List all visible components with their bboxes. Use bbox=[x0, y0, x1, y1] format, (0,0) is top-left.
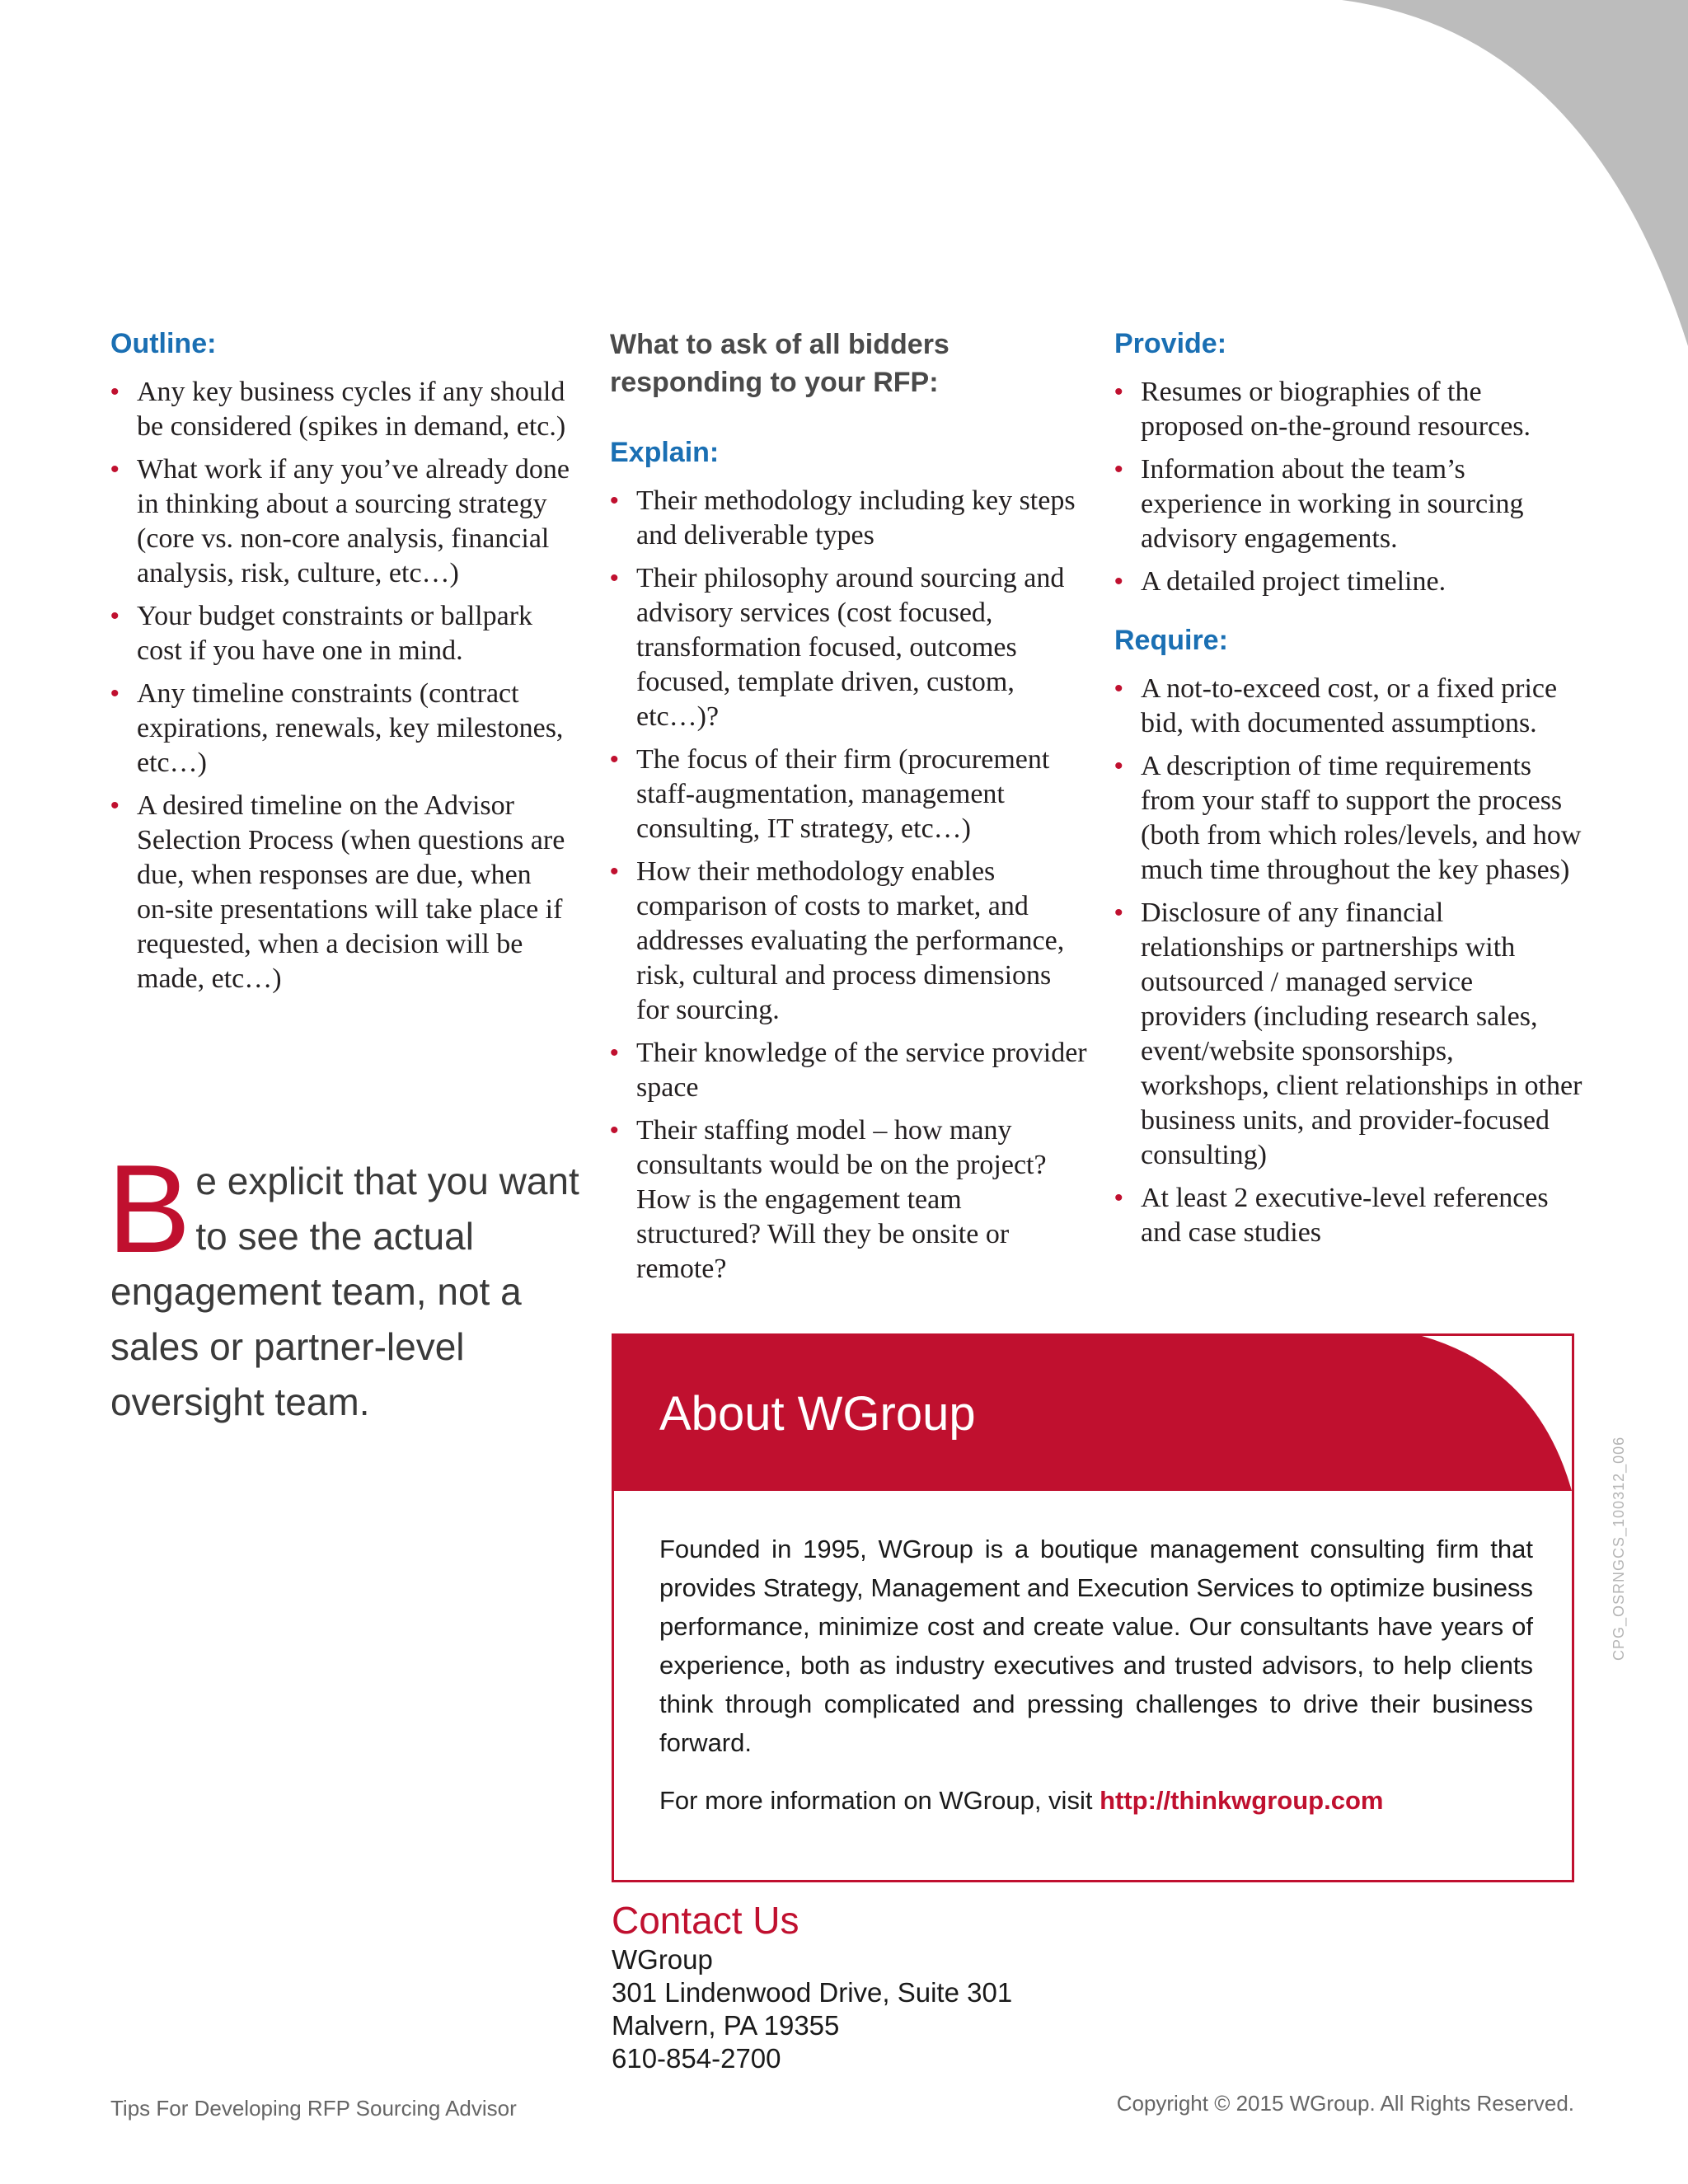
outline-column bbox=[110, 326, 572, 1019]
list-item: • A desired timeline on the Advisor Selection Process (when questions are due, when responses are due, when on-site presentations will take place if requested, when a decision will be made, etc…) bbox=[110, 789, 572, 996]
contact-street: 301 Lindenwood Drive, Suite 301 bbox=[612, 1977, 1013, 2008]
list-item: • The focus of their firm (procurement staff-augmentation, management consulting, IT strategy, etc…) bbox=[610, 743, 1088, 846]
pull-quote bbox=[107, 1139, 580, 1430]
about-box bbox=[612, 1333, 1574, 1882]
list-item: • Information about the team’s experience in working in sourcing advisory engagements. bbox=[1114, 452, 1584, 556]
about-body: Founded in 1995, WGroup is a boutique management consulting firm that provides Strategy, Management and Execution Services to optimize business performance, minimize cost and create value. Our consultants have years of experience, both as industry executives and trusted advisors, to help clients think through complicated and pressing challenges to drive their business forward. bbox=[659, 1535, 1533, 1757]
footer-title: Tips For Developing RFP Sourcing Advisor bbox=[110, 2096, 517, 2121]
bidders-heading: What to ask of all bidders responding to your RFP: bbox=[610, 329, 950, 398]
corner-arc-decoration bbox=[1342, 0, 1688, 346]
list-item: • Your budget constraints or ballpark cost if you have one in mind. bbox=[110, 599, 572, 668]
contact-city: Malvern, PA 19355 bbox=[612, 2010, 840, 2041]
about-more-info bbox=[659, 1781, 1533, 1820]
website-link[interactable]: http://thinkwgroup.com bbox=[1100, 1786, 1384, 1815]
list-item: • Their staffing model – how many consultants would be on the project? How is the engagement team structured? Will they be onsite or remote? bbox=[610, 1113, 1088, 1286]
list-item: • A not-to-exceed cost, or a fixed price bid, with documented assumptions. bbox=[1114, 672, 1584, 741]
list-item: • What work if any you’ve already done in thinking about a sourcing strategy (core vs. non-core analysis, financial analysis, risk, culture, etc…) bbox=[110, 452, 572, 591]
list-item: • At least 2 executive-level references and case studies bbox=[1114, 1181, 1584, 1250]
list-item: • Any timeline constraints (contract expirations, renewals, key milestones, etc…) bbox=[110, 677, 572, 780]
explain-list bbox=[610, 484, 1088, 1286]
pull-quote-text: e explicit that you want to see the actual engagement team, not a sales or partner-level oversight team. bbox=[110, 1160, 579, 1423]
require-list bbox=[1114, 672, 1584, 1250]
list-item: • How their methodology enables comparison of costs to market, and addresses evaluating the performance, risk, cultural and process dimensions for sourcing. bbox=[610, 855, 1088, 1028]
outline-heading: Outline: bbox=[110, 328, 217, 359]
list-item: • Their methodology including key steps and deliverable types bbox=[610, 484, 1088, 553]
list-item: • Disclosure of any financial relationships or partnerships with outsourced / managed service providers (including research sales, event/website sponsorships, workshops, client relationships in other business units, and provider-focused consulting) bbox=[1114, 896, 1584, 1173]
require-heading: Require: bbox=[1114, 625, 1228, 656]
provide-list bbox=[1114, 375, 1584, 599]
list-item: • Any key business cycles if any should be considered (spikes in demand, etc.) bbox=[110, 375, 572, 444]
about-more-text: For more information on WGroup, visit bbox=[659, 1786, 1100, 1815]
list-item: • Resumes or biographies of the proposed on-the-ground resources. bbox=[1114, 375, 1584, 444]
list-item: • A description of time requirements from your staff to support the process (both from which roles/levels, and how much time throughout the key phases) bbox=[1114, 749, 1584, 888]
list-item: • Their knowledge of the service provider space bbox=[610, 1036, 1088, 1105]
provide-heading: Provide: bbox=[1114, 328, 1227, 359]
document-code: CPG_OSRNGCS_100312_006 bbox=[1611, 1436, 1627, 1661]
bidders-column bbox=[610, 326, 1088, 1310]
footer-copyright: Copyright © 2015 WGroup. All Rights Reserved. bbox=[1116, 2091, 1574, 2116]
outline-list bbox=[110, 375, 572, 996]
drop-cap: B bbox=[107, 1139, 191, 1279]
list-item: • A detailed project timeline. bbox=[1114, 565, 1584, 599]
contact-section bbox=[612, 1897, 1189, 2075]
list-item: • Their philosophy around sourcing and advisory services (cost focused, transformation focused, outcomes focused, template driven, custom, etc…)? bbox=[610, 561, 1088, 734]
contact-title: Contact Us bbox=[612, 1899, 799, 1942]
explain-heading: Explain: bbox=[610, 437, 720, 468]
contact-company: WGroup bbox=[612, 1944, 713, 1975]
contact-phone: 610-854-2700 bbox=[612, 2043, 781, 2074]
provide-require-column bbox=[1114, 326, 1584, 1273]
about-title: About WGroup bbox=[659, 1387, 976, 1441]
